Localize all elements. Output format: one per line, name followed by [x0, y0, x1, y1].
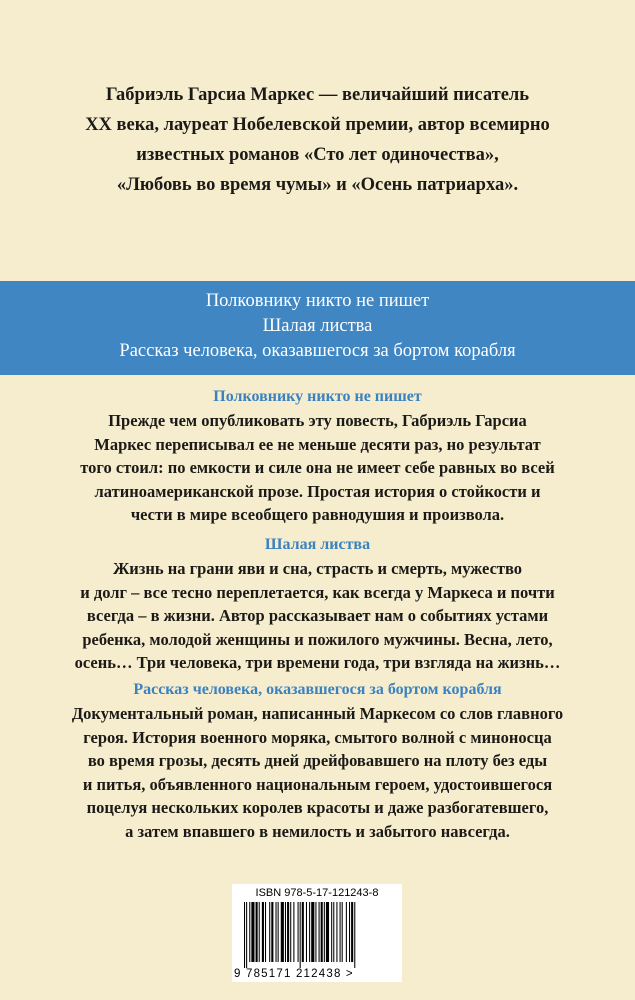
body-line: осень… Три человека, три времени года, три взгляда на жизнь…: [74, 653, 561, 672]
body-line: Прежде чем опубликовать эту повесть, Габриэль Гарсиа: [108, 411, 527, 430]
intro-line: известных романов «Сто лет одиночества»,: [136, 145, 499, 165]
section-heading: Рассказ человека, оказавшегося за бортом корабля: [133, 681, 502, 698]
section-body: [20, 409, 615, 527]
section-body: [20, 702, 615, 843]
intro-line: «Любовь во время чумы» и «Осень патриарха».: [116, 175, 519, 195]
body-line: поцелуя нескольких королев красоты и даже разбогатевшего,: [86, 798, 549, 817]
body-line: во время грозы, десять дней дрейфовавшего на плоту без еды: [87, 751, 548, 770]
section-shipwrecked-sailor: [20, 678, 615, 843]
section-body: [20, 557, 615, 675]
body-line: всегда – в жизни. Автор рассказывает нам о событиях устами: [86, 606, 549, 625]
body-line: чести в мире всеобщего равнодушия и произвола.: [130, 505, 505, 524]
intro-line: Габриэль Гарсиа Маркес — величайший писатель: [105, 85, 530, 105]
band-title: Рассказ человека, оказавшегося за бортом корабля: [119, 341, 516, 361]
body-line: ребенка, молодой женщины и пожилого мужчины. Весна, лето,: [82, 629, 553, 649]
barcode-bars: [244, 902, 390, 968]
isbn-number: ISBN 978-5-17-121243-8: [255, 887, 379, 899]
section-heading: Полковнику никто не пишет: [213, 388, 422, 405]
titles-band: [0, 281, 635, 375]
body-line: и долг – все тесно переплетается, как всегда у Маркеса и почти: [80, 582, 555, 602]
body-line: латиноамериканской прозе. Простая история о стойкости и: [94, 481, 541, 501]
intro-line: XX века, лауреат Нобелевской премии, автор всемирно: [85, 115, 550, 135]
isbn-barcode: [232, 884, 402, 982]
body-line: героя. История военного моряка, смытого волной с миноносца: [83, 727, 552, 747]
author-intro: [30, 80, 605, 200]
band-title: Полковнику никто не пишет: [205, 291, 430, 311]
ean-digits: 9 785171 212438 >: [234, 968, 354, 980]
body-line: Жизнь на грани яви и сна, страсть и смерть, мужество: [112, 559, 523, 578]
section-leaf-storm: [20, 533, 615, 675]
section-heading: Шалая листва: [264, 536, 371, 553]
band-title: Шалая листва: [262, 316, 373, 336]
body-line: того стоил: по емкости и силе она не имеет себе равных во всей: [80, 458, 555, 477]
body-line: Маркес переписывал ее не меньше десяти раз, но результат: [94, 434, 541, 454]
body-line: и питья, объявленного национальным героем, удостоившегося: [82, 774, 553, 794]
body-line: а затем впавшего в немилость и забытого навсегда.: [125, 821, 510, 841]
section-colonel: [20, 385, 615, 527]
body-line: Документальный роман, написанный Маркесом со слов главного: [71, 704, 564, 723]
